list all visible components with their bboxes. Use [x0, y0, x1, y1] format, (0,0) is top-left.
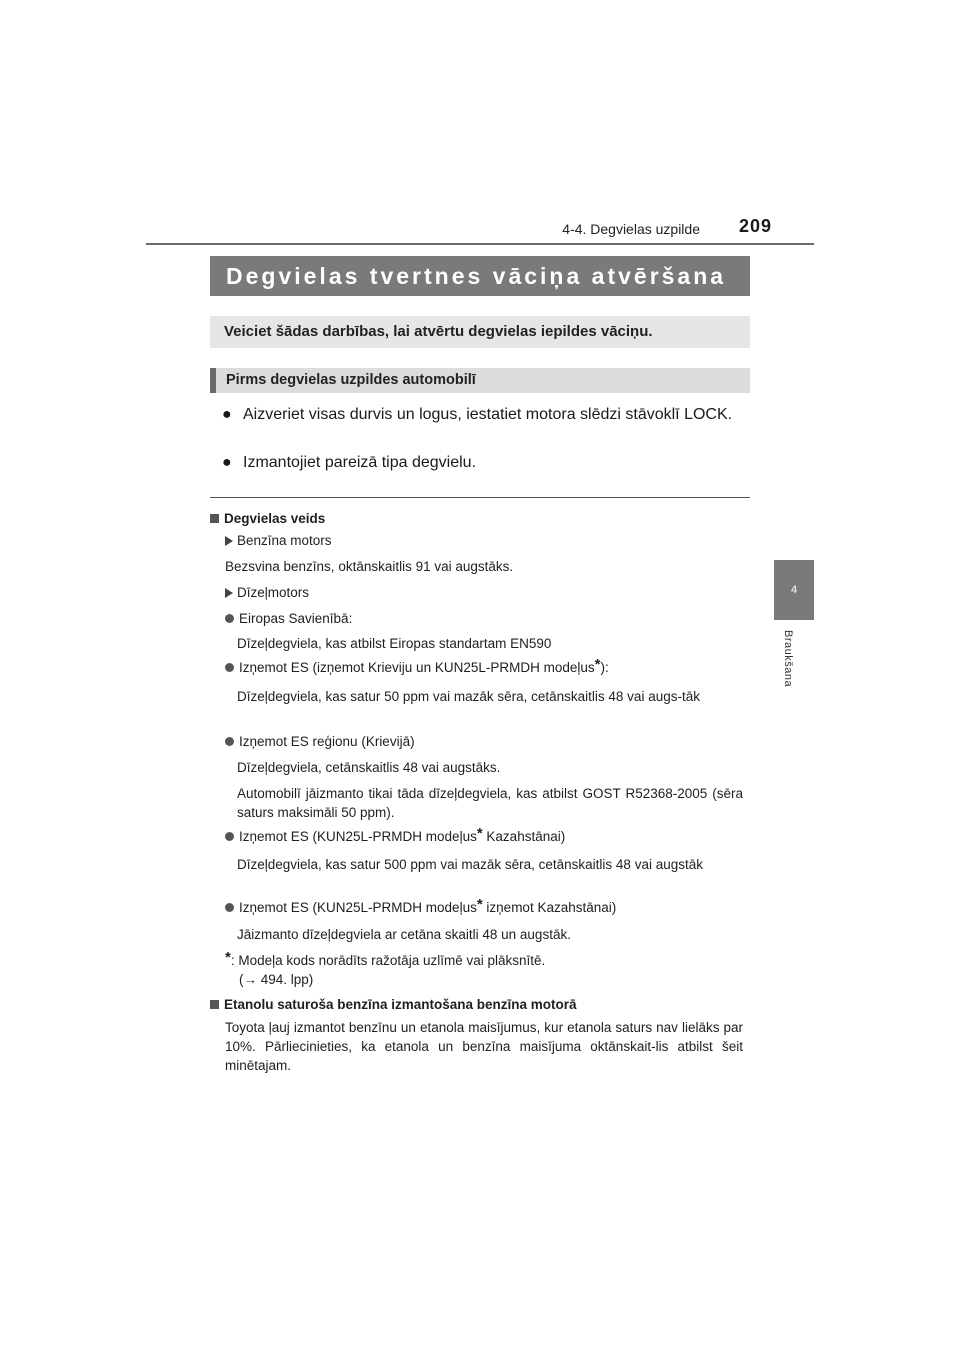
footnote-page-ref: (→ 494. lpp) — [239, 972, 314, 987]
kazakhstan-label: Izņemot ES (KUN25L-PRMDH modeļus* Kazahstānai) — [225, 827, 565, 846]
bullet-item — [222, 451, 752, 475]
asterisk-icon: * — [594, 656, 601, 673]
non-kazakhstan-label: Izņemot ES (KUN25L-PRMDH modeļus* izņemot Kazahstānai) — [225, 898, 616, 917]
bullet-text: Aizveriet visas durvis un logus, iestatiet motora slēdzi stāvoklī LOCK. — [243, 406, 733, 423]
bullet-item — [222, 403, 752, 427]
circle-bullet-icon — [225, 903, 234, 912]
intro-box: Veiciet šādas darbības, lai atvērtu degvielas iepildes vāciņu. — [210, 316, 750, 348]
chapter-tab: 4 — [774, 560, 814, 620]
petrol-text: Bezsvina benzīns, oktānskaitlis 91 vai augstāks. — [225, 559, 514, 574]
asterisk-icon: * — [225, 949, 231, 966]
except-eu-text: Dīzeļdegviela, kas satur 50 ppm vai mazāk sēra, cetānskaitlis 48 vai augs-tāk — [237, 689, 700, 704]
asterisk-icon: * — [476, 896, 483, 913]
circle-bullet-icon — [225, 832, 234, 841]
non-kazakhstan-text: Jāizmanto dīzeļdegviela ar cetāna skaitli 48 un augstāk. — [237, 927, 571, 942]
except-eu-label: Izņemot ES (izņemot Krieviju un KUN25L-PRMDH modeļus*): — [225, 658, 609, 677]
note-heading-fuel-type: Degvielas veids — [210, 509, 325, 528]
subheading: Pirms degvielas uzpildes automobilī — [210, 368, 750, 393]
section-divider — [210, 497, 750, 498]
page-number: 209 — [738, 216, 772, 236]
circle-bullet-icon — [225, 737, 234, 746]
bullet-text: Izmantojiet pareizā tipa degvielu. — [243, 454, 477, 471]
page-title: Degvielas tvertnes vāciņa atvēršana — [210, 256, 750, 296]
eu-text: Dīzeļdegviela, kas atbilst Eiropas standartam EN590 — [237, 636, 552, 651]
note-heading-ethanol: Etanolu saturoša benzīna izmantošana benzīna motorā — [210, 995, 577, 1014]
eu-label: Eiropas Savienībā: — [225, 609, 352, 628]
diesel-label: Dīzeļmotors — [225, 583, 309, 602]
ethanol-text: Toyota ļauj izmantot benzīnu un etanola maisījumus, kur etanola saturs nav lielāks par 10%. Pārliecinieties, ka etanola un benzīna maisījuma oktānskait-lis atbilst šeit minētajam. — [225, 1020, 743, 1073]
kazakhstan-text: Dīzeļdegviela, kas satur 500 ppm vai mazāk sēra, cetānskaitlis 48 vai augstāk — [237, 857, 703, 872]
square-bullet-icon — [210, 1000, 219, 1009]
asterisk-icon: * — [476, 825, 483, 842]
circle-bullet-icon — [225, 614, 234, 623]
except-eu-russia-label: Izņemot ES reģionu (Krievijā) — [225, 732, 415, 751]
square-bullet-icon — [210, 514, 219, 523]
except-eu-russia-text2: Automobilī jāizmanto tikai tāda dīzeļdegviela, kas atbilst GOST R52368-2005 (sēra saturs maksimāli 50 ppm). — [237, 786, 743, 820]
triangle-bullet-icon — [225, 536, 233, 546]
bullet-icon: ● — [222, 454, 232, 471]
section-title: 4-4. Degvielas uzpilde — [562, 221, 700, 237]
chapter-tab-label: Braukšana — [782, 630, 794, 688]
bullet-icon: ● — [222, 406, 232, 423]
header-divider — [146, 243, 814, 245]
footnote: *: Modeļa kods norādīts ražotāja uzlīmē vai plāksnītē. — [225, 949, 546, 968]
triangle-bullet-icon — [225, 588, 233, 598]
circle-bullet-icon — [225, 663, 234, 672]
petrol-label: Benzīna motors — [225, 531, 332, 550]
except-eu-russia-text1: Dīzeļdegviela, cetānskaitlis 48 vai augstāks. — [237, 760, 501, 775]
